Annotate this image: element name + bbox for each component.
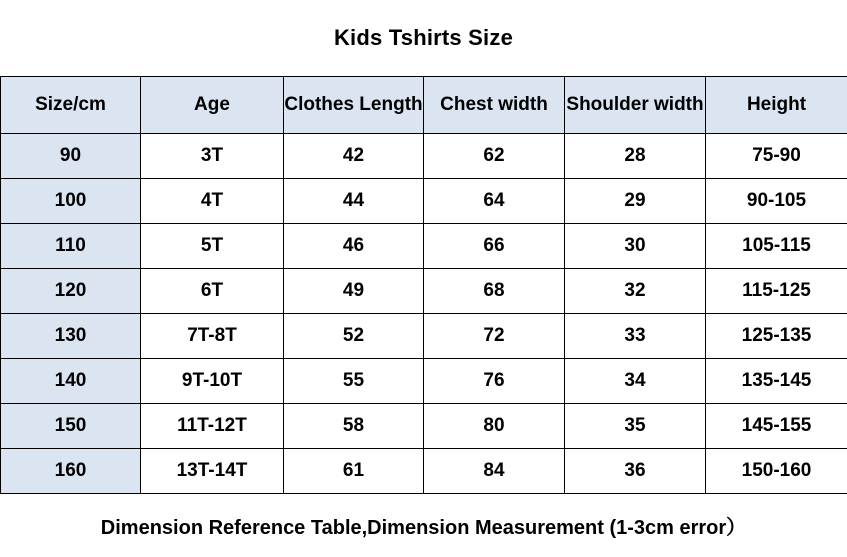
cell-clothes-length: 58 (284, 404, 424, 449)
cell-age: 13T-14T (141, 449, 284, 494)
cell-chest-width: 72 (424, 314, 565, 359)
cell-clothes-length: 42 (284, 134, 424, 179)
column-header-shoulder-width: Shoulder width (565, 77, 706, 134)
cell-clothes-length: 46 (284, 224, 424, 269)
cell-chest-width: 62 (424, 134, 565, 179)
column-header-clothes-length: Clothes Length (284, 77, 424, 134)
cell-shoulder-width: 28 (565, 134, 706, 179)
column-header-age: Age (141, 77, 284, 134)
cell-shoulder-width: 29 (565, 179, 706, 224)
column-header-chest-width: Chest width (424, 77, 565, 134)
cell-size: 110 (1, 224, 141, 269)
footer-note: Dimension Reference Table,Dimension Measurement (1-3cm error） (100, 517, 747, 539)
cell-size: 130 (1, 314, 141, 359)
page-title: Kids Tshirts Size (333, 25, 514, 50)
cell-shoulder-width: 34 (565, 359, 706, 404)
cell-age: 4T (141, 179, 284, 224)
cell-height: 150-160 (706, 449, 847, 494)
table-row (1, 179, 847, 224)
column-header-size: Size/cm (1, 77, 141, 134)
cell-chest-width: 80 (424, 404, 565, 449)
cell-shoulder-width: 33 (565, 314, 706, 359)
table-row (1, 359, 847, 404)
cell-height: 75-90 (706, 134, 847, 179)
cell-height: 145-155 (706, 404, 847, 449)
cell-size: 90 (1, 134, 141, 179)
cell-age: 3T (141, 134, 284, 179)
cell-clothes-length: 61 (284, 449, 424, 494)
cell-size: 150 (1, 404, 141, 449)
cell-height: 115-125 (706, 269, 847, 314)
cell-height: 125-135 (706, 314, 847, 359)
cell-age: 5T (141, 224, 284, 269)
cell-size: 120 (1, 269, 141, 314)
cell-clothes-length: 44 (284, 179, 424, 224)
table-body (1, 134, 847, 494)
size-table (0, 76, 847, 494)
cell-height: 135-145 (706, 359, 847, 404)
cell-size: 160 (1, 449, 141, 494)
table-row (1, 269, 847, 314)
cell-age: 11T-12T (141, 404, 284, 449)
cell-height: 105-115 (706, 224, 847, 269)
table-header (1, 77, 847, 134)
cell-chest-width: 76 (424, 359, 565, 404)
cell-age: 9T-10T (141, 359, 284, 404)
cell-clothes-length: 49 (284, 269, 424, 314)
cell-age: 6T (141, 269, 284, 314)
table-row (1, 449, 847, 494)
cell-height: 90-105 (706, 179, 847, 224)
cell-chest-width: 84 (424, 449, 565, 494)
cell-size: 100 (1, 179, 141, 224)
cell-shoulder-width: 30 (565, 224, 706, 269)
column-header-height: Height (706, 77, 847, 134)
cell-age: 7T-8T (141, 314, 284, 359)
table-row (1, 404, 847, 449)
cell-chest-width: 66 (424, 224, 565, 269)
cell-clothes-length: 55 (284, 359, 424, 404)
cell-size: 140 (1, 359, 141, 404)
table-header-row (1, 77, 847, 134)
table-row (1, 314, 847, 359)
table-row (1, 224, 847, 269)
cell-shoulder-width: 32 (565, 269, 706, 314)
cell-clothes-length: 52 (284, 314, 424, 359)
cell-chest-width: 64 (424, 179, 565, 224)
table-row (1, 134, 847, 179)
cell-chest-width: 68 (424, 269, 565, 314)
cell-shoulder-width: 36 (565, 449, 706, 494)
cell-shoulder-width: 35 (565, 404, 706, 449)
